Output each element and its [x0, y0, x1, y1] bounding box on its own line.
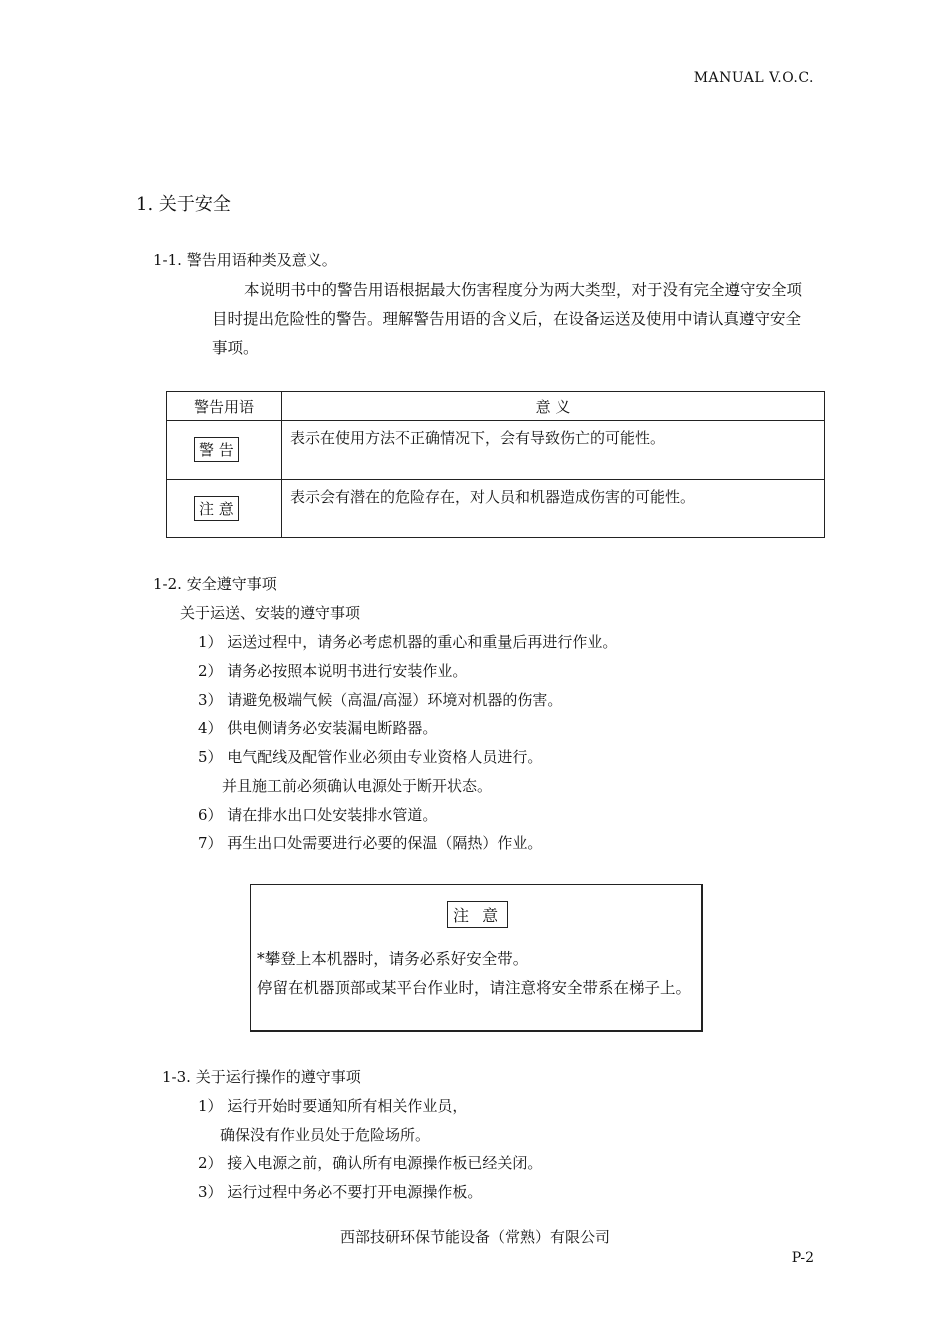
manual-code-header: MANUAL V.O.C.	[693, 70, 814, 86]
page-number: P-2	[791, 1250, 814, 1266]
list-item: 3） 请避免极端气候（高温/高湿）环境对机器的伤害。	[198, 691, 563, 709]
list-item-continuation: 确保没有作业员处于危险场所。	[220, 1126, 431, 1144]
caution-notice-box	[250, 884, 703, 1032]
list-item: 2） 请务必按照本说明书进行安装作业。	[198, 662, 468, 680]
table-row	[167, 480, 825, 538]
warning-term-label: 警 告	[194, 437, 239, 462]
table-row	[167, 421, 825, 480]
list-item: 3） 运行过程中务必不要打开电源操作板。	[198, 1183, 483, 1201]
caution-notice-line: *攀登上本机器时，请务必系好安全带。	[257, 950, 529, 968]
warning-meaning-text: 表示在使用方法不正确情况下，会有导致伤亡的可能性。	[290, 429, 666, 447]
section-1-2-title: 1-2. 安全遵守事项	[153, 575, 277, 593]
section-1-1-paragraph	[212, 276, 816, 363]
caution-notice-line: 停留在机器顶部或某平台作业时，请注意将安全带系在梯子上。	[257, 979, 692, 997]
section-1-1-paragraph-text: 本说明书中的警告用语根据最大伤害程度分为两大类型，对于没有完全遵守安全项目时提出危险性的警告。理解警告用语的含义后，在设备运送及使用中请认真遵守安全事项。	[212, 281, 803, 357]
table-cell-meaning	[282, 421, 825, 480]
caution-term-label: 注 意	[194, 496, 239, 521]
section-1-3-title: 1-3. 关于运行操作的遵守事项	[162, 1068, 361, 1086]
warning-terms-table	[166, 391, 825, 538]
list-item: 2） 接入电源之前，确认所有电源操作板已经关闭。	[198, 1154, 543, 1172]
table-header-row	[167, 392, 825, 421]
section-1-1-title: 1-1. 警告用语种类及意义。	[153, 251, 337, 269]
section-1-2-subtitle: 关于运送、安装的遵守事项	[180, 604, 361, 622]
caution-notice-text	[257, 945, 697, 1003]
list-item: 4） 供电侧请务必安装漏电断路器。	[198, 719, 438, 737]
table-header-term: 警告用语	[167, 392, 282, 421]
list-item: 6） 请在排水出口处安装排水管道。	[198, 806, 438, 824]
table-cell-term	[167, 421, 282, 480]
list-item-continuation: 并且施工前必须确认电源处于断开状态。	[222, 777, 493, 795]
list-item: 7） 再生出口处需要进行必要的保温（隔热）作业。	[198, 834, 543, 852]
table-header-meaning: 意 义	[282, 392, 825, 421]
caution-notice-title: 注 意	[447, 901, 508, 928]
caution-meaning-text: 表示会有潜在的危险存在，对人员和机器造成伤害的可能性。	[290, 488, 696, 506]
list-item: 5） 电气配线及配管作业必须由专业资格人员进行。	[198, 748, 543, 766]
footer-company-name: 西部技研环保节能设备（常熟）有限公司	[339, 1228, 610, 1246]
list-item: 1） 运行开始时要通知所有相关作业员，	[198, 1097, 468, 1115]
section-1-title: 1. 关于安全	[136, 194, 231, 215]
list-item: 1） 运送过程中，请务必考虑机器的重心和重量后再进行作业。	[198, 633, 618, 651]
table-cell-meaning	[282, 480, 825, 538]
table-cell-term	[167, 480, 282, 538]
